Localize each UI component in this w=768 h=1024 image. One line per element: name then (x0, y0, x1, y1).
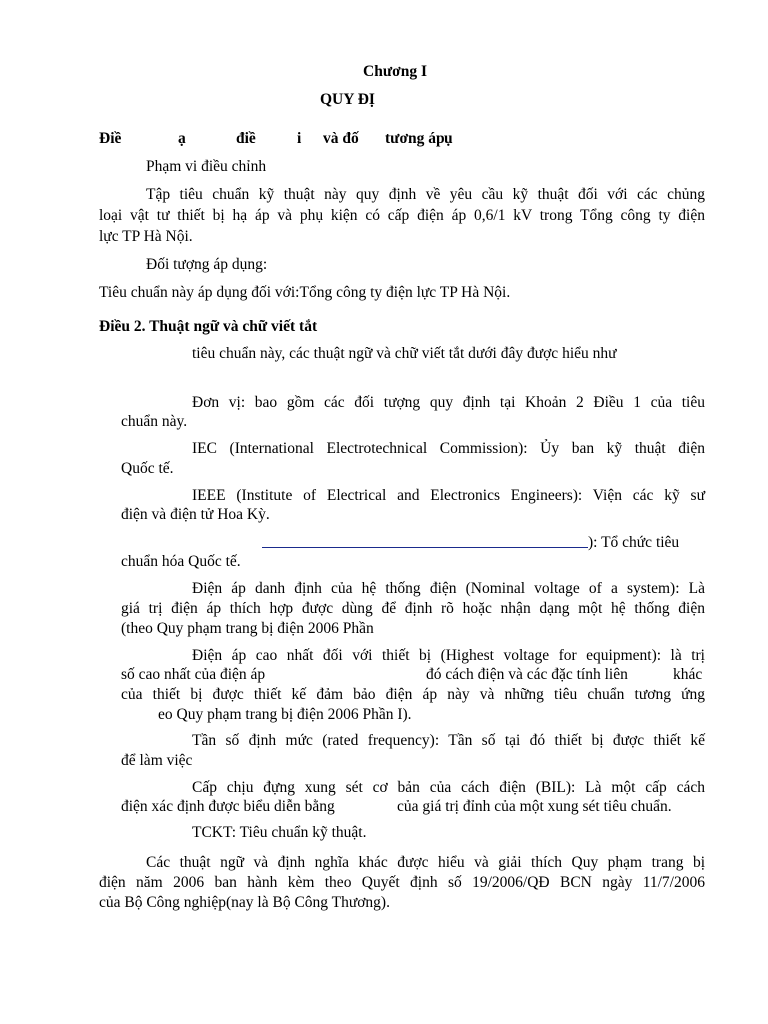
term-highest-line: đó cách điện và các đặc tính liên (426, 666, 628, 683)
term-bil-line: Cấp chịu đựng xung sét cơ bản của cách điện (BIL): Là một cấp cách (192, 779, 705, 796)
closing-line: của Bộ Công nghiệp(nay là Bộ Công Thương). (99, 894, 390, 911)
term-iso-line: ): Tổ chức tiêu (588, 534, 680, 551)
article1-word: tương áp (385, 130, 445, 147)
term-nominal-line: giá trị điện áp thích hợp được dùng để định rõ hoặc nhận dạng một hệ thống điện (121, 600, 705, 617)
term-highest-line: của thiết bị được thiết kế đảm bảo điện áp này và những tiêu chuẩn tương ứng (121, 686, 705, 703)
article1-word: và đố (323, 130, 359, 147)
term-iso-line: chuẩn hóa Quốc tế. (121, 553, 241, 570)
term-highest-line: Điện áp cao nhất đối với thiết bị (Highest voltage for equipment): là trị (192, 647, 705, 664)
term-frequency-line: Tần số định mức (rated frequency): Tần số tại đó thiết bị được thiết kế (192, 732, 705, 749)
article1-word: ạ (178, 130, 186, 147)
term-nominal-line: (theo Quy phạm trang bị điện 2006 Phần (121, 620, 374, 637)
term-iec-line: IEC (International Electrotechnical Commission): Ủy ban kỹ thuật điện (192, 440, 705, 457)
subject-heading: Đối tượng áp dụng: (146, 256, 268, 273)
article1-word: i (297, 130, 302, 147)
term-ieee-line: điện và điện tử Hoa Kỳ. (121, 506, 270, 523)
chapter-title: Chương I (363, 63, 427, 80)
scope-line: loại vật tư thiết bị hạ áp và phụ kiện có cấp điện áp 0,6/1 kV trong Tổng công ty điện (99, 207, 705, 224)
article1-word: ụ (444, 130, 453, 147)
term-ieee-line: IEEE (Institute of Electrical and Electronics Engineers): Viện các kỹ sư (192, 487, 705, 504)
term-unit-line: Đơn vị: bao gồm các đối tượng quy định tại Khoản 2 Điều 1 của tiêu (192, 394, 705, 411)
term-tckt: TCKT: Tiêu chuẩn kỹ thuật. (192, 824, 367, 841)
term-bil-line: điện xác định được biểu diễn bằng (121, 798, 335, 815)
term-iec-line: Quốc tế. (121, 460, 174, 477)
term-frequency-line: để làm việc (121, 752, 193, 769)
article2-intro: tiêu chuẩn này, các thuật ngữ và chữ viết tắt dưới đây được hiểu như (192, 345, 617, 362)
section-heading: QUY ĐỊ (320, 91, 375, 108)
closing-line: điện năm 2006 ban hành kèm theo Quyết định số 19/2006/QĐ BCN ngày 11/7/2006 (99, 874, 705, 891)
term-bil-line: của giá trị đỉnh của một xung sét tiêu chuẩn. (397, 798, 672, 815)
scope-line: Tập tiêu chuẩn kỹ thuật này quy định về yêu cầu kỹ thuật đối với các chủng (146, 186, 705, 203)
term-highest-line: số cao nhất của điện áp (121, 666, 266, 683)
article1-word: Điề (99, 130, 122, 147)
term-unit-line: chuẩn này. (121, 413, 188, 430)
scope-line: lực TP Hà Nội. (99, 228, 193, 245)
closing-line: Các thuật ngữ và định nghĩa khác được hiểu và giải thích Quy phạm trang bị (146, 854, 705, 871)
scope-heading: Phạm vi điều chỉnh (146, 158, 267, 175)
term-highest-line: eo Quy phạm trang bị điện 2006 Phần I). (158, 706, 412, 723)
subject-text: Tiêu chuẩn này áp dụng đối với:Tổng công ty điện lực TP Hà Nội. (99, 284, 511, 301)
article2-heading: Điều 2. Thuật ngữ và chữ viết tắt (99, 318, 318, 335)
term-highest-line: khác (673, 666, 703, 683)
article1-word: điề (236, 130, 256, 147)
term-nominal-line: Điện áp danh định của hệ thống điện (Nominal voltage of a system): Là (192, 580, 705, 597)
link-underline (262, 547, 588, 548)
